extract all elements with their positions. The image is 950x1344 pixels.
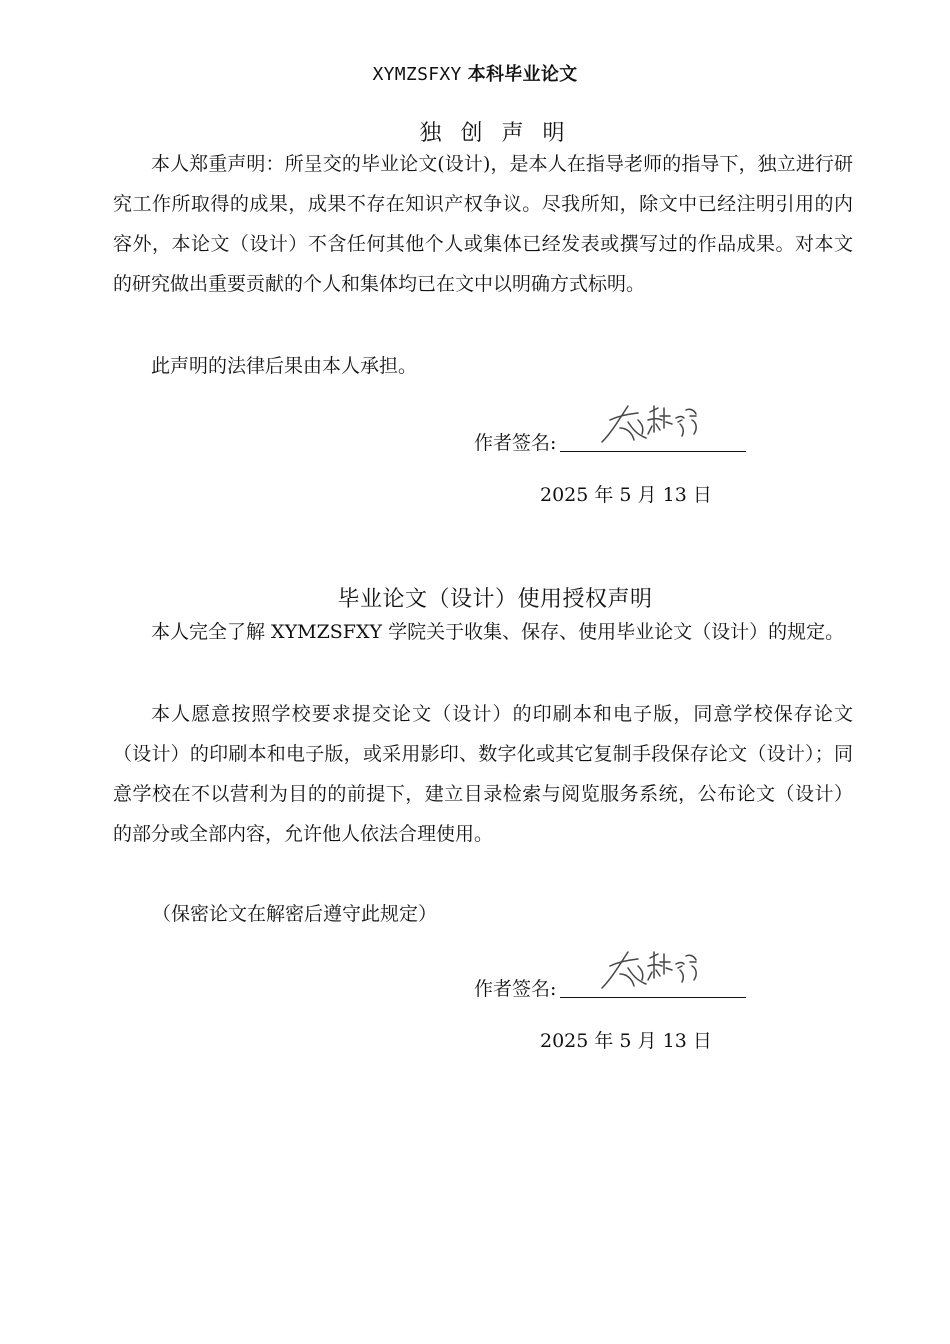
header-latin: XYMZSFXY — [372, 64, 462, 85]
declaration-title: 独 创 声 明 — [419, 121, 571, 146]
authorization-paragraph-3: （保密论文在解密后遵守此规定） — [152, 903, 438, 925]
signature-label: 作者签名: — [474, 978, 557, 1000]
signature-blank-line — [560, 431, 746, 452]
declaration-signature-line — [474, 430, 746, 456]
signature-label: 作者签名: — [474, 432, 557, 454]
declaration-paragraph-2: 此声明的法律后果由本人承担。 — [151, 355, 418, 377]
authorization-paragraph-2: 本人愿意按照学校要求提交论文（设计）的印刷本和电子版，同意学校保存论文（设计）的印刷本和电子版，或采用影印、数字化或其它复制手段保存论文（设计）；同意学校在不以营利为目的的前提下，建立目录检索与阅览服务系统，公布论文（设计）的部分或全部内容，允许他人依法合理使用。 — [113, 703, 853, 845]
page-header — [0, 60, 950, 86]
declaration-date: 2025 年 5 月 13 日 — [540, 484, 712, 506]
authorization-title: 毕业论文（设计）使用授权声明 — [337, 587, 653, 612]
header-chinese: 本科毕业论文 — [467, 64, 578, 85]
authorization-date: 2025 年 5 月 13 日 — [540, 1030, 712, 1052]
signature-blank-line — [560, 977, 746, 998]
authorization-signature-line — [474, 976, 746, 1002]
authorization-paragraph-1: 本人完全了解 XYMZSFXY 学院关于收集、保存、使用毕业论文（设计）的规定。 — [151, 621, 845, 643]
declaration-paragraph-1: 本人郑重声明：所呈交的毕业论文(设计)，是本人在指导老师的指导下，独立进行研究工作所取得的成果，成果不存在知识产权争议。尽我所知，除文中已经注明引用的内容外，本论文（设计）不含任何其他个人或集体已经发表或撰写过的作品成果。对本文的研究做出重要贡献的个人和集体均已在文中以明确方式标明。 — [113, 153, 853, 295]
